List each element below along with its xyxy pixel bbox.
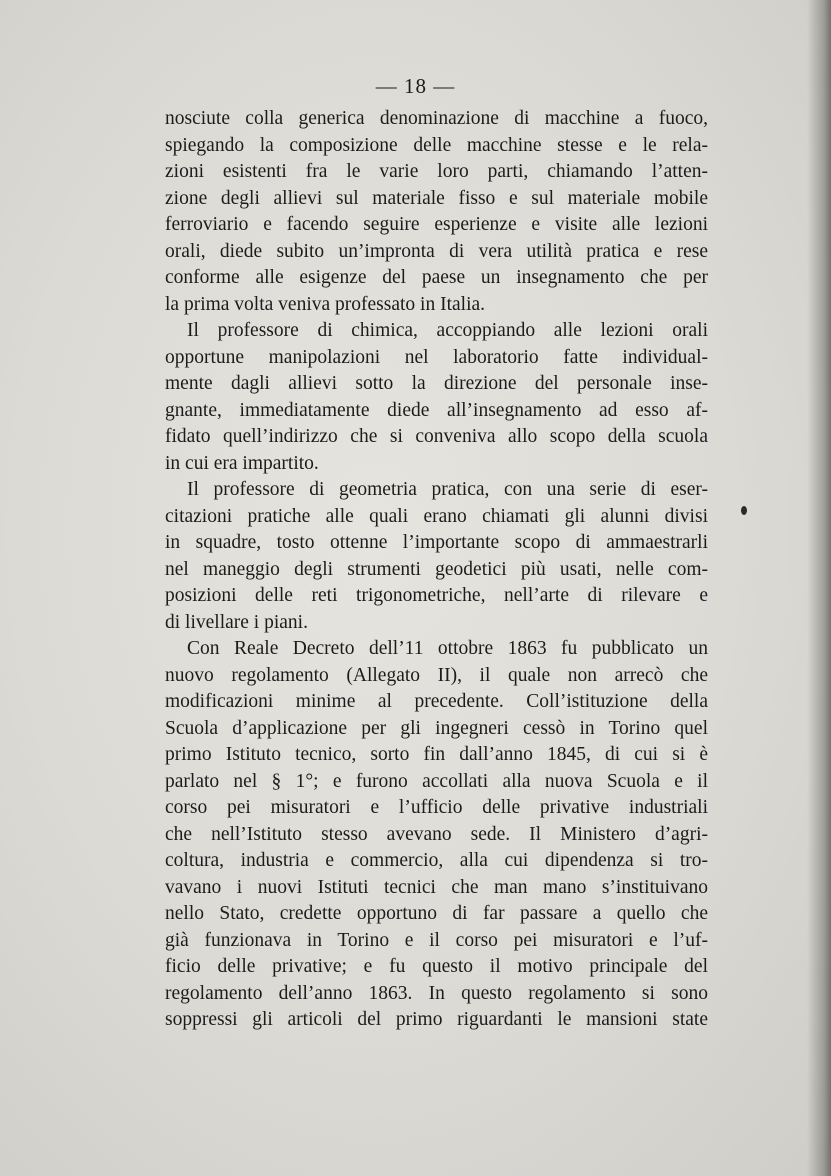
text-line: opportune manipolazioni nel laboratorio fatte individual- [165, 346, 708, 368]
text-line: ficio delle privative; e fu questo il motivo principale del [165, 956, 708, 977]
text-line: che nell’Istituto stesso avevano sede. Il Ministero d’agri- [165, 823, 708, 845]
text-line: parlato nel § 1°; e furono accollati alla nuova Scuola e il [165, 770, 708, 792]
text-line: già funzionava in Torino e il corso pei misuratori e l’uf- [165, 929, 708, 951]
text-line: Scuola d’applicazione per gli ingegneri cessò in Torino quel [165, 717, 708, 739]
page-number: — 18 — [375, 74, 456, 98]
text-line: regolamento dell’anno 1863. In questo regolamento si sono [165, 982, 708, 1004]
text-line: conforme alle esigenze del paese un insegnamento che per [165, 267, 708, 288]
text-line: Il professore di geometria pratica, con una serie di eser- [187, 479, 708, 500]
text-line: in squadre, tosto ottenne l’importante scopo di ammaestrarli [165, 532, 708, 553]
text-line: gnante, immediatamente diede all’insegnamento ad esso af- [165, 399, 708, 421]
page-edge-shadow [807, 0, 831, 1176]
text-line: Con Reale Decreto dell’11 ottobre 1863 fu pubblicato un [187, 638, 708, 659]
text-line: nuovo regolamento (Allegato II), il quale non arrecò che [165, 664, 708, 686]
text-line: soppressi gli articoli del primo riguardanti le mansioni state [165, 1009, 708, 1030]
text-line: orali, diede subito un’impronta di vera utilità pratica e rese [165, 240, 708, 262]
text-line: di livellare i piani. [165, 611, 308, 633]
text-line: modificazioni minime al precedente. Coll’istituzione della [165, 691, 708, 712]
ink-speck [741, 506, 747, 515]
text-line: nello Stato, credette opportuno di far passare a quello che [165, 903, 708, 924]
text-line: ferroviario e facendo seguire esperienze e visite alle lezioni [165, 214, 708, 235]
text-line: vavano i nuovi Istituti tecnici che man mano s’instituivano [165, 876, 708, 898]
text-line: nel maneggio degli strumenti geodetici più usati, nelle com- [165, 558, 708, 580]
text-line: nosciute colla generica denominazione di macchine a fuoco, [165, 108, 708, 129]
text-line: zioni esistenti fra le varie loro parti, chiamando l’atten- [165, 161, 708, 182]
text-line: Il professore di chimica, accoppiando alle lezioni orali [187, 320, 708, 341]
text-line: fidato quell’indirizzo che si conveniva allo scopo della scuola [165, 426, 708, 447]
text-line: citazioni pratiche alle quali erano chiamati gli alunni divisi [165, 505, 708, 527]
text-line: spiegando la composizione delle macchine stesse e le rela- [165, 134, 708, 156]
text-line: in cui era impartito. [165, 452, 319, 474]
text-line: zione degli allievi sul materiale fisso e sul materiale mobile [165, 187, 708, 209]
text-line: coltura, industria e commercio, alla cui dipendenza si tro- [165, 850, 708, 871]
text-line: primo Istituto tecnico, sorto fin dall’anno 1845, di cui si è [165, 744, 708, 765]
text-line: corso pei misuratori e l’ufficio delle privative industriali [165, 797, 708, 818]
text-line: posizioni delle reti trigonometriche, nell’arte di rilevare e [165, 585, 708, 606]
text-line: mente dagli allievi sotto la direzione del personale inse- [165, 373, 708, 394]
body-text [165, 106, 708, 1034]
text-line: la prima volta veniva professato in Italia. [165, 293, 486, 315]
